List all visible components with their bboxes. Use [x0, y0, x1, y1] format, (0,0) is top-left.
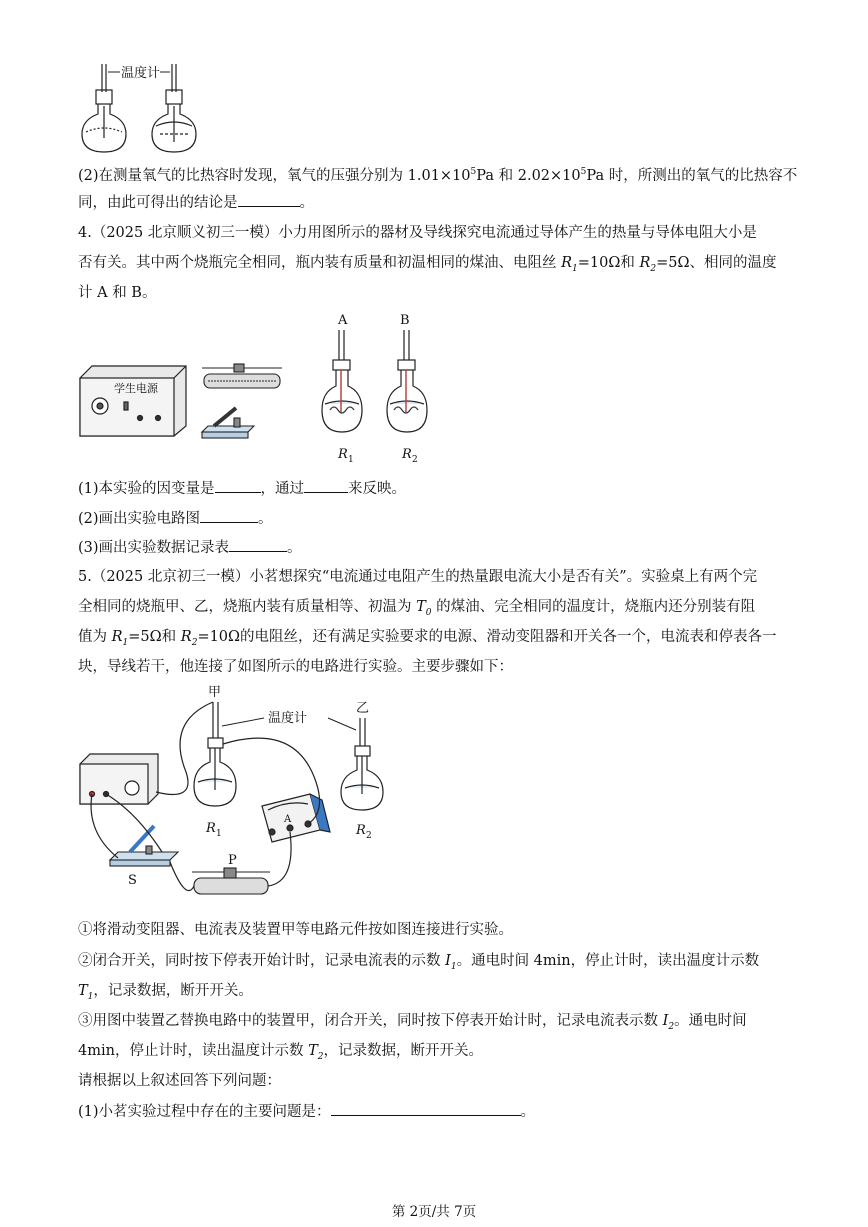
q5-step2-line2: $T_1$，记录数据，断开开关。 [78, 983, 253, 1002]
label-b: B [400, 313, 410, 328]
q4-sub3: (3)画出实验数据记录表 。 [78, 537, 302, 558]
q5-step3-line2: 4min，停止计时，读出温度计示数 $T_2$，记录数据，断开开关。 [78, 1043, 483, 1062]
answer-blank[interactable] [331, 1101, 521, 1116]
q5-line4: 块，导线若干，他连接了如图所示的电路进行实验。主要步骤如下： [78, 659, 513, 675]
answer-blank[interactable] [238, 192, 300, 207]
q5-r2-label: R [356, 823, 366, 838]
q4-line1: 4.（2025 北京顺义初三一模）小力用图所示的器材及导线探究电流通过导体产生的热量与导体电阻大小是 [78, 225, 757, 241]
q4-apparatus-figure [78, 308, 458, 468]
q5-r2-sub: 2 [366, 831, 372, 841]
answer-blank[interactable] [215, 478, 261, 493]
q4-sub1: (1)本实验的因变量是 ，通过 来反映。 [78, 478, 406, 499]
rheostat [202, 364, 282, 388]
q5-ask: 请根据以上叙述回答下列问题： [78, 1073, 281, 1089]
thermometer-label-q5: 温度计 [268, 711, 308, 726]
r1-label: R [338, 447, 348, 462]
q3-sub2-line2: 同，由此可得出的结论是 。 [78, 192, 314, 213]
power-supply [80, 366, 186, 436]
r1-sub: 1 [348, 455, 354, 465]
q5-r1-label: R [206, 821, 216, 836]
q4-line3: 计 A 和 B。 [78, 285, 157, 301]
q5-line1: 5.（2025 北京初三一模）小茗想探究“电流通过电阻产生的热量跟电流大小是否有关”。实验桌上有两个完 [78, 569, 758, 585]
q4-line2: 否有关。其中两个烧瓶完全相同，瓶内装有质量和初温相同的煤油、电阻丝 $R_1=10\Omega$和 $R_2=5\Omega$、相同的温度 [78, 255, 777, 274]
switch [202, 408, 254, 438]
label-yi: 乙 [356, 701, 370, 716]
q3-sub2-line1: (2)在测量氧气的比热容时发现，氧气的压强分别为 $1.01\times 10^5Pa$ 和 $2.02\times 10^5Pa$ 时，所测出的氧气的比热容不 [78, 167, 798, 184]
power-supply-label: 学生电源 [114, 382, 158, 395]
page-footer: 第 2页/共 7页 [391, 1204, 477, 1220]
q5-switch [110, 826, 178, 866]
flask-jia [194, 702, 236, 806]
ammeter-label: A [284, 814, 292, 825]
slider-label: P [228, 853, 237, 868]
q5-circuit-figure [76, 682, 416, 914]
r2-sub: 2 [412, 455, 418, 465]
q5-sub1: (1)小茗实验过程中存在的主要问题是： 。 [78, 1101, 535, 1122]
flask-a [322, 330, 362, 432]
q5-step3-line1: ③用图中装置乙替换电路中的装置甲，闭合开关，同时按下停表开始计时，记录电流表示数 $I_2$。通电时间 [78, 1013, 747, 1032]
r2-label: R [402, 447, 412, 462]
flask-yi [341, 718, 383, 810]
answer-blank[interactable] [229, 537, 287, 552]
q4-sub2: (2)画出实验电路图 。 [78, 508, 273, 529]
thermometer-label: 温度计 [121, 66, 161, 81]
q5-line3: 值为 $R_1=5\Omega$和 $R_2=10\Omega$的电阻丝，还有满足实验要求的电源、滑动变阻器和开关各一个，电流表和停表各一 [78, 629, 777, 648]
q5-step1: ①将滑动变阻器、电流表及装置甲等电路元件按如图连接进行实验。 [78, 922, 513, 938]
switch-label: S [128, 873, 137, 888]
label-a: A [338, 313, 348, 328]
q5-step2-line1: ②闭合开关，同时按下停表开始计时，记录电流表的示数 $I_1$。通电时间 4min，停止计时，读出温度计示数 [78, 953, 760, 972]
q5-rheostat [192, 868, 270, 894]
label-jia: 甲 [208, 685, 222, 700]
q5-r1-sub: 1 [216, 829, 222, 839]
flask-b [387, 330, 427, 432]
top-flask-figure [74, 62, 204, 158]
q5-line2: 全相同的烧瓶甲、乙，烧瓶内装有质量相等、初温为 $T_0$ 的煤油、完全相同的温度计，烧瓶内还分别装有阻 [78, 599, 756, 618]
answer-blank[interactable] [304, 478, 348, 493]
answer-blank[interactable] [200, 508, 258, 523]
